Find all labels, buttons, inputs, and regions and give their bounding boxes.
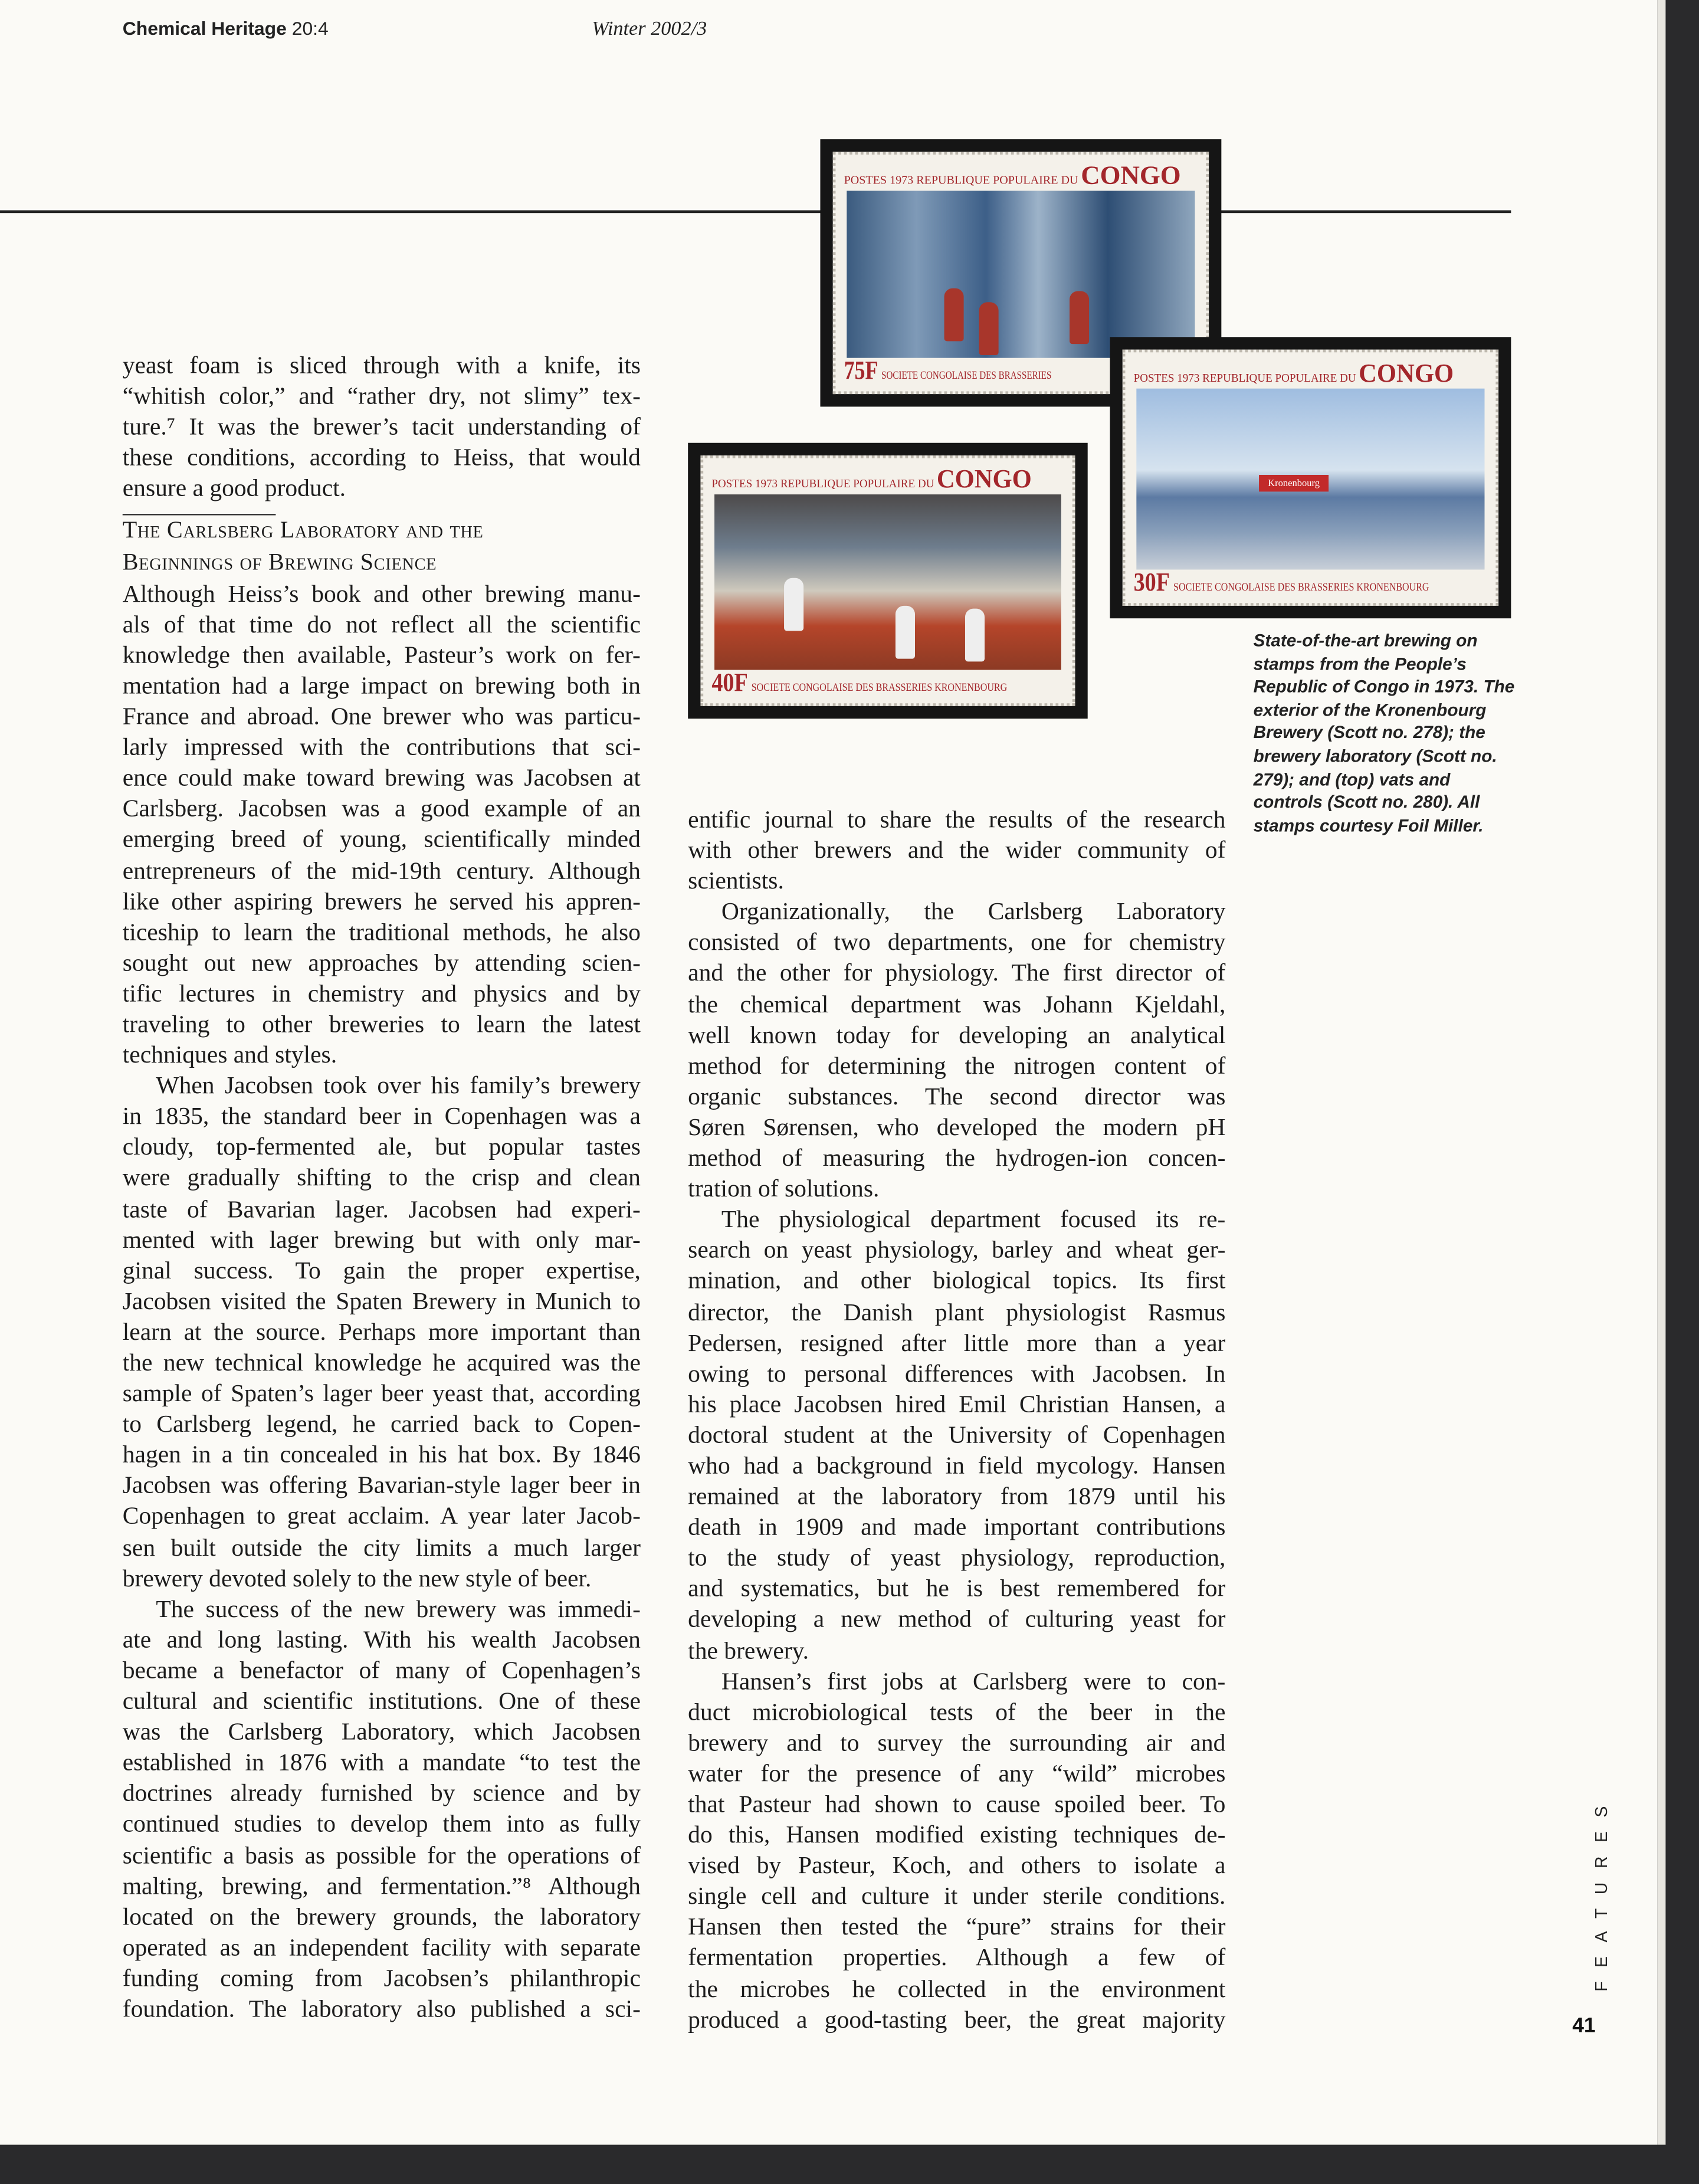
text-line: organic substances. The second director was [688,1081,1226,1110]
text-line: cultural and scientific institutions. One of these [122,1686,641,1715]
intro-paragraph [123,350,641,504]
text-line: cloudy, top-fermented ale, but popular tastes [122,1133,641,1161]
text-line: brewery and to survey the surrounding air and [688,1728,1226,1756]
stamp-paper [700,455,1075,706]
text-line: water for the presence of any “wild” microbes [688,1759,1226,1787]
stamp-top-text [844,162,1181,192]
text-line: operated as an independent facility with separate [122,1933,641,1961]
figure-caption: State-of-the-art brewing on stamps from the People’s Republic of Congo in 1973. The exterior of the Kronenbourg Brewery (Scott no. 278); the brewery laboratory (Scott no. 279); and (top) vats and controls (Scott no. 280). All stamps courtesy Foil Miller. [1253,631,1515,835]
paragraph [123,578,641,1070]
text-line: single cell and culture it under sterile conditions. [688,1881,1226,1910]
text-line: sample of Spaten’s lager beer yeast that, according [122,1379,641,1407]
page-number: 41 [1572,2014,1596,2038]
text-line: tration of solutions. [688,1174,880,1202]
stamp-value: 40F [711,668,748,698]
text-line: ture.⁷ It was the brewer’s tacit understanding of [122,412,641,441]
text-line: The physiological department focused its re- [721,1205,1226,1233]
paragraph [688,896,1225,1204]
text-line: entific journal to share the results of the research [688,805,1226,833]
text-line: The success of the new brewery was immedi- [156,1594,641,1622]
text-line: sen built outside the city limits a much larger [122,1533,641,1561]
text-line: these conditions, according to Heiss, that would [122,443,641,471]
stamp-top-text [1134,359,1454,390]
paragraph [123,1070,641,1593]
text-line: learn at the source. Perhaps more important than [122,1317,641,1346]
text-line: mented with lager brewing but with only mar- [122,1225,641,1253]
text-line: his place Jacobsen hired Emil Christian Hansen, a [688,1389,1226,1418]
text-line: Although Heiss’s book and other brewing manu- [122,579,641,607]
left-paragraphs [123,578,641,2024]
text-line: malting, brewing, and fermentation.”⁸ Although [122,1871,641,1900]
text-line: ensure a good product. [122,474,346,502]
text-line: method for determining the nitrogen content of [688,1051,1226,1079]
text-line: doctrines already furnished by science and by [122,1779,641,1807]
text-line: France and abroad. One brewer who was particu- [122,701,641,730]
text-line: do this, Hansen modified existing techniques de- [688,1820,1226,1848]
text-line: larly impressed with the contributions that sci- [122,733,641,761]
text-line: Jacobsen visited the Spaten Brewery in Munich to [122,1286,641,1315]
text-line: were gradually shifting to the crisp and clean [122,1163,641,1192]
text-line: knowledge then available, Pasteur’s work on fer- [122,640,641,668]
stamp-value: 75F [844,356,878,386]
text-line: the microbes he collected in the environment [688,1974,1226,2002]
text-line: continued studies to develop them into as fully [122,1809,641,1838]
text-line: yeast foam is sliced through with a knife, its [122,350,641,379]
text-line: entrepreneurs of the mid-19th century. Although [122,855,641,884]
text-line: traveling to other breweries to learn the latest [122,1009,641,1038]
stamp-bottom-text [844,356,1052,387]
text-line: Pedersen, resigned after little more than a year [688,1328,1226,1356]
text-line: established in 1876 with a mandate “to test the [122,1748,641,1776]
stamp-country: CONGO [1081,161,1181,191]
text-line: scientific a basis as possible for the operations of [122,1840,641,1868]
text-line: mination, and other biological topics. Its first [688,1266,1226,1295]
text-line: funding coming from Jacobsen’s philanthropic [122,1963,641,1992]
text-line: emerging breed of young, scientifically minded [122,825,641,853]
text-line: consisted of two departments, one for chemistry [688,928,1226,956]
stamp-country: CONGO [936,465,1032,495]
stamp-bottom-text [711,668,1007,699]
text-line: the brewery. [688,1635,809,1664]
publication-title: Chemical Heritage [122,18,287,40]
text-line: sought out new approaches by attending scien- [122,948,641,976]
text-line: owing to personal differences with Jacobsen. In [688,1359,1226,1387]
stamp-bottom-text [1134,568,1429,599]
text-line: well known today for developing an analytical [688,1020,1226,1048]
paragraph [123,1593,641,2024]
text-line: was the Carlsberg Laboratory, which Jacobsen [122,1717,641,1746]
text-line: to the study of yeast physiology, reproduction, [688,1543,1226,1572]
text-line: techniques and styles. [122,1040,337,1068]
text-line: vised by Pasteur, Koch, and others to isolate a [688,1851,1226,1880]
text-line: Organizationally, the Carlsberg Laboratory [721,897,1226,926]
stamp-postes-text: POSTES 1973 REPUBLIQUE POPULAIRE DU [844,172,1078,187]
text-line: death in 1909 and made important contributions [688,1513,1226,1541]
text-line: The Carlsberg Laboratory and the [122,517,484,544]
brewery-sign: Kronenbourg [1259,475,1329,491]
text-line: and systematics, but he is best remembered for [688,1574,1226,1602]
text-line: located on the brewery grounds, the laboratory [122,1901,641,1930]
text-line: tific lectures in chemistry and physics and by [122,979,641,1007]
text-line: the chemical department was Johann Kjeldahl, [688,989,1226,1018]
stamp-value: 30F [1133,568,1170,598]
issue-date: Winter 2002/3 [592,18,707,41]
text-line: like other aspiring brewers he served his appren- [122,886,641,915]
text-line: doctoral student at the University of Copenhagen [688,1420,1226,1448]
text-line: ence could make toward brewing was Jacobsen at [122,763,641,792]
stamp-postes-text: POSTES 1973 REPUBLIQUE POPULAIRE DU [1133,370,1356,385]
paragraph [688,1665,1225,2035]
left-column [123,350,641,2024]
stamp-country: CONGO [1359,359,1454,389]
stamp-illustration [847,191,1195,358]
issue-number: 20:4 [291,18,329,40]
text-line: Hansen then tested the “pure” strains for their [688,1913,1226,1941]
stamp-issuer: SOCIETE CONGOLAISE DES BRASSERIES KRONENBOURG [1173,581,1429,593]
text-line: developing a new method of culturing yeast for [688,1605,1226,1633]
text-line: ginal success. To gain the proper expertise, [122,1255,641,1284]
text-line: who had a background in field mycology. Hansen [688,1451,1226,1479]
stamp-postes-text: POSTES 1973 REPUBLIQUE POPULAIRE DU [711,476,934,490]
text-line: foundation. The laboratory also published a sci- [122,1994,641,2022]
text-line: search on yeast physiology, barley and wheat ger- [688,1235,1226,1264]
text-line: “whitish color,” and “rather dry, not slimy” tex- [122,382,641,410]
text-line: produced a good-tasting beer, the great majority [688,2005,1226,2033]
text-line: Carlsberg. Jacobsen was a good example of an [122,794,641,822]
text-line: fermentation properties. Although a few of [688,1943,1226,1972]
text-line: ate and long lasting. With his wealth Jacobsen [122,1625,641,1653]
text-line: Beginnings of Brewing Science [122,548,437,575]
text-line: taste of Bavarian lager. Jacobsen had experi- [122,1194,641,1222]
stamp-issuer: SOCIETE CONGOLAISE DES BRASSERIES [881,369,1052,382]
text-line: When Jacobsen took over his family’s brewery [156,1071,641,1099]
running-header [123,18,329,39]
paragraph [688,1204,1225,1665]
stamp-illustration [1136,389,1484,570]
header-rule [0,210,1511,213]
text-line: ticeship to learn the traditional methods, he also [122,917,641,946]
text-line: became a benefactor of many of Copenhagen’s [122,1655,641,1684]
text-line: director, the Danish plant physiologist Rasmus [688,1297,1226,1326]
paragraph [688,804,1225,896]
text-line: method of measuring the hydrogen-ion concen- [688,1143,1226,1172]
stamp-issuer: SOCIETE CONGOLAISE DES BRASSERIES KRONENBOURG [751,681,1008,694]
text-line: Copenhagen to great acclaim. A year later Jacob- [122,1501,641,1530]
text-line: in 1835, the standard beer in Copenhagen was a [122,1101,641,1130]
text-line: Søren Sørensen, who developed the modern pH [688,1113,1226,1141]
stamp-brewery-laboratory [688,443,1088,719]
text-line: hagen in a tin concealed in his hat box. By 1846 [122,1440,641,1468]
page-edge [1657,0,1665,2144]
stamp-top-text [711,465,1032,496]
text-line: to Carlsberg legend, he carried back to Copen- [122,1409,641,1438]
text-line: that Pasteur had shown to cause spoiled beer. To [688,1789,1226,1818]
stamp-illustration [714,494,1061,670]
text-line: brewery devoted solely to the new style of beer. [122,1563,592,1592]
text-line: and the other for physiology. The first director of [688,959,1226,987]
text-line: with other brewers and the wider community of [688,835,1226,864]
section-label-features: FEATURES [1592,1792,1612,1992]
text-line: the new technical knowledge he acquired was the [122,1348,641,1376]
text-line: remained at the laboratory from 1879 until his [688,1481,1226,1510]
text-line: scientists. [688,866,784,895]
middle-paragraphs [688,804,1225,2034]
stamp-paper [1123,350,1498,606]
text-line: mentation had a large impact on brewing both in [122,671,641,699]
section-heading [123,516,641,578]
middle-column [688,804,1225,2034]
text-line: duct microbiological tests of the beer in the [688,1697,1226,1726]
text-line: Hansen’s first jobs at Carlsberg were to con- [721,1666,1226,1695]
text-line: als of that time do not reflect all the scientific [122,609,641,638]
text-line: Jacobsen was offering Bavarian-style lager beer in [122,1471,641,1499]
stamp-kronenbourg-exterior [1110,337,1511,618]
